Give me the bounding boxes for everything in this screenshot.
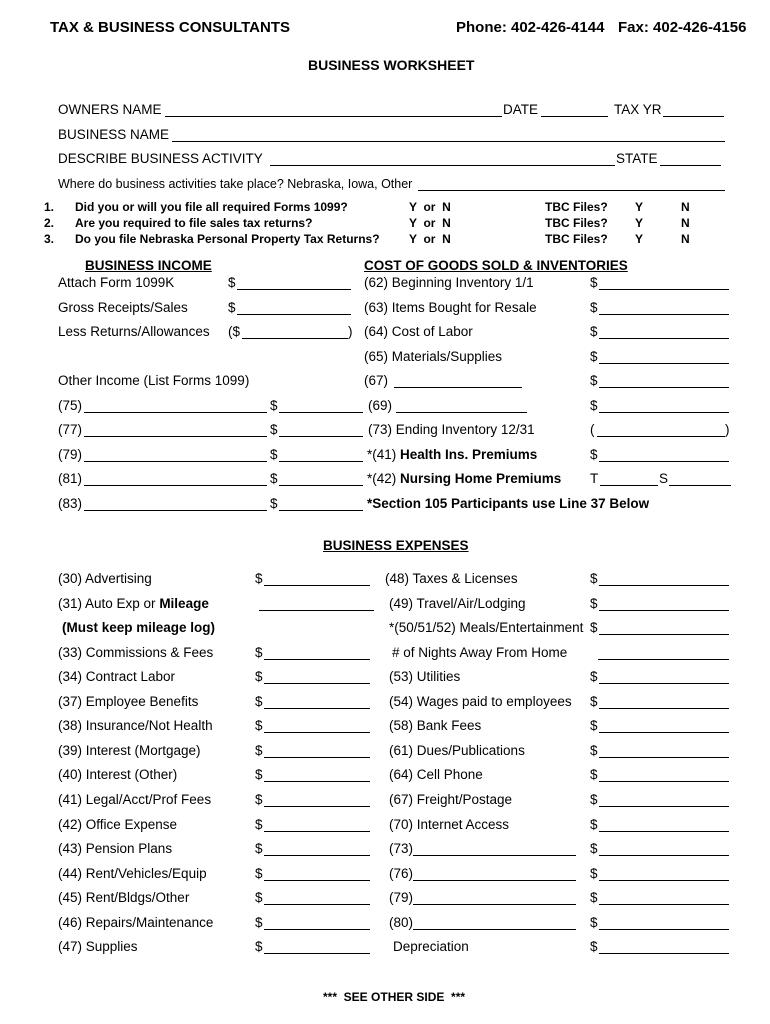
dollar-sign: $	[590, 693, 598, 709]
dollar-sign: $	[590, 939, 598, 955]
expense-amount-field[interactable]	[599, 817, 729, 832]
expense-amount-field[interactable]	[264, 890, 370, 905]
spouse-field[interactable]	[669, 471, 731, 486]
dollar-sign: $	[590, 398, 598, 413]
dollar-sign: $	[228, 300, 236, 315]
expense-label: (61) Dues/Publications	[389, 742, 525, 758]
dollar-sign: $	[590, 890, 598, 906]
gross-receipts-label: Gross Receipts/Sales	[58, 300, 188, 315]
dollar-sign: $	[590, 595, 598, 611]
question-text: Did you or will you file all required Forms 1099?	[75, 200, 348, 214]
close-paren: )	[348, 324, 353, 339]
nursing-home-bold: Nursing Home Premiums	[400, 471, 562, 486]
date-field[interactable]	[541, 102, 608, 117]
expense-amount-field[interactable]	[264, 817, 370, 832]
tbc-files-label: TBC Files?	[545, 200, 608, 214]
question-text: Are you required to file sales tax returns?	[75, 216, 313, 230]
taxpayer-field[interactable]	[600, 471, 658, 486]
beginning-inventory-field[interactable]	[599, 275, 729, 290]
line-83-label: (83)	[58, 496, 83, 511]
date-label: DATE	[503, 102, 539, 117]
cost-of-labor-label: (64) Cost of Labor	[364, 324, 473, 339]
materials-supplies-label: (65) Materials/Supplies	[364, 349, 503, 364]
state-label: STATE	[616, 151, 658, 166]
dollar-sign: $	[270, 422, 278, 437]
line-67-desc-field[interactable]	[394, 373, 522, 388]
question-text: Do you file Nebraska Personal Property Tax Returns?	[75, 232, 380, 246]
expense-label: (39) Interest (Mortgage)	[58, 742, 201, 758]
expense-amount-field[interactable]	[599, 694, 729, 709]
page-title: BUSINESS WORKSHEET	[308, 57, 475, 73]
materials-supplies-field[interactable]	[599, 349, 729, 364]
expense-amount-field[interactable]	[264, 915, 370, 930]
expense-label: (38) Insurance/Not Health	[58, 718, 213, 734]
expense-label: # of Nights Away From Home	[392, 644, 568, 660]
dollar-sign: $	[590, 571, 598, 586]
expense-amount-field[interactable]	[264, 645, 370, 660]
expense-label: (45) Rent/Bldgs/Other	[58, 890, 190, 906]
tbc-no[interactable]: N	[681, 216, 690, 230]
expense-label: (43) Pension Plans	[58, 841, 173, 857]
expense-label: (33) Commissions & Fees	[58, 644, 214, 660]
expense-amount-field[interactable]	[599, 915, 729, 930]
line-77-label: (77)	[58, 422, 83, 437]
other-income-label: Other Income (List Forms 1099)	[58, 373, 250, 388]
expense-amount-field[interactable]	[599, 939, 729, 954]
beginning-inventory-label: (62) Beginning Inventory 1/1	[364, 275, 534, 290]
line-77-desc-field[interactable]	[84, 422, 267, 437]
business-name-field[interactable]	[172, 127, 725, 142]
spouse-label: S	[659, 471, 669, 486]
owners-name-label: OWNERS NAME	[58, 102, 162, 117]
dollar-sign: $	[255, 718, 263, 734]
line-83-desc-field[interactable]	[84, 496, 267, 511]
open-paren: (	[590, 422, 595, 437]
activity-location-label: Where do business activities take place? Nebraska, Iowa, Other	[58, 177, 413, 191]
ending-inventory-field[interactable]	[597, 422, 725, 437]
dollar-sign: $	[255, 644, 263, 660]
tbc-yes[interactable]: Y	[635, 216, 644, 230]
fax-number: Fax: 402-426-4156	[618, 19, 747, 36]
dollar-sign: $	[255, 816, 263, 832]
line-67-field[interactable]	[599, 373, 729, 388]
line-83-field[interactable]	[279, 496, 363, 511]
see-other-side-footer: *** SEE OTHER SIDE ***	[323, 990, 466, 1004]
dollar-sign: $	[270, 471, 278, 486]
items-bought-label: (63) Items Bought for Resale	[364, 300, 537, 315]
nursing-home-label	[367, 471, 561, 487]
dollar-sign: $	[270, 496, 278, 511]
owners-name-field[interactable]	[165, 102, 502, 117]
expense-label: (47) Supplies	[58, 939, 138, 955]
nursing-home-prefix: *(42)	[367, 471, 401, 486]
dollar-sign: $	[255, 914, 263, 930]
expense-label: (37) Employee Benefits	[58, 693, 199, 709]
expense-label: (34) Contract Labor	[58, 669, 176, 685]
expense-amount-field[interactable]	[264, 767, 370, 782]
dollar-sign: $	[270, 398, 278, 413]
dollar-sign: $	[590, 349, 598, 364]
line-79-desc-field[interactable]	[84, 447, 267, 462]
line-79-label: (79)	[58, 447, 83, 462]
expense-desc-field[interactable]	[413, 915, 576, 930]
expense-amount-field[interactable]	[264, 866, 370, 881]
expense-amount-field[interactable]	[264, 792, 370, 807]
dollar-sign: $	[590, 718, 598, 734]
dollar-sign: $	[255, 669, 263, 685]
dollar-sign: $	[590, 914, 598, 930]
dollar-sign: $	[228, 275, 236, 290]
nights-away-field[interactable]	[598, 645, 729, 660]
tax-yr-label: TAX YR	[614, 102, 662, 117]
dollar-sign: $	[590, 841, 598, 857]
dollar-sign: $	[590, 373, 598, 388]
cost-of-labor-field[interactable]	[599, 324, 729, 339]
expense-label: (54) Wages paid to employees	[389, 693, 572, 709]
items-bought-field[interactable]	[599, 300, 729, 315]
line-75-desc-field[interactable]	[84, 398, 267, 413]
expense-label	[58, 596, 209, 612]
expense-label: (30) Advertising	[58, 571, 152, 586]
expense-amount-field[interactable]	[599, 767, 729, 782]
dollar-sign: $	[590, 816, 598, 832]
health-ins-prefix: *(41)	[367, 447, 401, 462]
expense-label: (44) Rent/Vehicles/Equip	[58, 865, 207, 881]
describe-activity-field[interactable]	[270, 151, 615, 166]
expense-amount-field[interactable]	[264, 694, 370, 709]
attach-1099k-label: Attach Form 1099K	[58, 275, 175, 290]
expense-amount-field[interactable]	[599, 669, 729, 684]
dollar-sign: $	[590, 767, 598, 783]
question-number: 1.	[44, 200, 55, 214]
expense-label: (46) Repairs/Maintenance	[58, 914, 214, 930]
dollar-sign: $	[255, 571, 263, 586]
dollar-sign: $	[590, 300, 598, 315]
gross-receipts-field[interactable]	[237, 300, 351, 315]
taxpayer-label: T	[590, 471, 599, 486]
open-paren-dollar: ($	[228, 324, 241, 339]
dollar-sign: $	[255, 767, 263, 783]
expense-amount-field[interactable]	[264, 743, 370, 758]
line-69-desc-field[interactable]	[396, 398, 527, 413]
expense-desc-field[interactable]	[413, 866, 576, 881]
expense-label: (41) Legal/Acct/Prof Fees	[58, 791, 212, 807]
line-69-label: (69)	[368, 398, 393, 413]
expense-amount-field[interactable]	[599, 792, 729, 807]
expense-amount-field[interactable]	[599, 866, 729, 881]
business-income-heading: BUSINESS INCOME	[85, 258, 212, 273]
tax-yr-field[interactable]	[663, 102, 724, 117]
expense-label: (67) Freight/Postage	[389, 791, 513, 807]
dollar-sign: $	[255, 890, 263, 906]
dollar-sign: $	[270, 447, 278, 462]
expense-label: (40) Interest (Other)	[58, 767, 178, 783]
question-number: 3.	[44, 232, 55, 246]
expense-label: (48) Taxes & Licenses	[385, 571, 518, 586]
expense-amount-field[interactable]	[599, 596, 729, 611]
dollar-sign: $	[255, 791, 263, 807]
mileage-label: Mileage	[159, 595, 209, 611]
dollar-sign: $	[590, 275, 598, 290]
expense-label: (49) Travel/Air/Lodging	[389, 595, 526, 611]
expense-amount-field[interactable]	[599, 743, 729, 758]
company-name: TAX & BUSINESS CONSULTANTS	[50, 19, 291, 36]
dollar-sign: $	[255, 939, 263, 955]
line-81-label: (81)	[58, 471, 83, 486]
ending-inventory-label: (73) Ending Inventory 12/31	[368, 422, 535, 437]
dollar-sign: $	[590, 447, 598, 462]
question-number: 2.	[44, 216, 55, 230]
dollar-sign: $	[590, 791, 598, 807]
expense-label: (70) Internet Access	[389, 816, 510, 832]
business-name-label: BUSINESS NAME	[58, 127, 170, 142]
dollar-sign: $	[590, 865, 598, 881]
line-75-field[interactable]	[279, 398, 363, 413]
less-returns-field[interactable]	[242, 324, 348, 339]
close-paren: )	[725, 422, 730, 437]
dollar-sign: $	[590, 742, 598, 758]
expense-label: *(50/51/52) Meals/Entertainment	[389, 620, 584, 636]
tbc-no[interactable]: N	[681, 200, 690, 214]
expense-desc-field[interactable]	[413, 841, 576, 856]
expense-amount-field[interactable]	[599, 571, 729, 586]
tbc-files-label: TBC Files?	[545, 232, 608, 246]
expense-desc-field[interactable]	[413, 890, 576, 905]
expense-amount-field[interactable]	[264, 939, 370, 954]
yes-no-choice[interactable]: Y or N	[409, 232, 451, 246]
less-returns-label: Less Returns/Allowances	[58, 324, 210, 339]
health-ins-bold: Health Ins. Premiums	[400, 447, 538, 462]
tbc-yes[interactable]: Y	[635, 200, 644, 214]
dollar-sign: $	[255, 865, 263, 881]
health-ins-label	[367, 447, 537, 463]
line-75-label: (75)	[58, 398, 83, 413]
tbc-files-label: TBC Files?	[545, 216, 608, 230]
yes-no-choice[interactable]: Y or N	[409, 216, 451, 230]
expense-label: (79)	[389, 890, 414, 906]
expense-amount-field[interactable]	[599, 841, 729, 856]
expense-label: (64) Cell Phone	[389, 767, 483, 783]
dollar-sign: $	[255, 742, 263, 758]
expense-amount-field[interactable]	[264, 718, 370, 733]
cogs-heading: COST OF GOODS SOLD & INVENTORIES	[364, 258, 628, 273]
line-81-desc-field[interactable]	[84, 471, 267, 486]
dollar-sign: $	[590, 669, 598, 685]
expense-amount-field[interactable]	[599, 718, 729, 733]
expense-amount-field[interactable]	[264, 669, 370, 684]
phone-number: Phone: 402-426-4144	[456, 19, 605, 36]
tbc-no[interactable]: N	[681, 232, 690, 246]
expense-label: (53) Utilities	[389, 669, 461, 685]
state-field[interactable]	[660, 151, 721, 166]
yes-no-choice[interactable]: Y or N	[409, 200, 451, 214]
line-69-field[interactable]	[599, 398, 729, 413]
section-105-note: *Section 105 Participants use Line 37 Below	[367, 496, 650, 511]
line-81-field[interactable]	[279, 471, 363, 486]
expense-label: (Must keep mileage log)	[62, 620, 216, 636]
expense-label-text: (31) Auto Exp or	[58, 595, 160, 611]
dollar-sign: $	[255, 693, 263, 709]
attach-1099k-field[interactable]	[237, 275, 351, 290]
dollar-sign: $	[590, 324, 598, 339]
expense-amount-field[interactable]	[599, 620, 729, 635]
expense-amount-field[interactable]	[264, 841, 370, 856]
line-77-field[interactable]	[279, 422, 363, 437]
expense-amount-field[interactable]	[599, 890, 729, 905]
health-ins-field[interactable]	[599, 447, 729, 462]
dollar-sign: $	[255, 841, 263, 857]
expense-amount-field[interactable]	[264, 571, 370, 586]
line-67-label: (67)	[364, 373, 389, 388]
expense-label: Depreciation	[393, 939, 469, 955]
activity-location-field[interactable]	[418, 176, 725, 191]
dollar-sign: $	[590, 620, 598, 636]
expense-label: (42) Office Expense	[58, 816, 178, 832]
business-expenses-heading: BUSINESS EXPENSES	[323, 538, 469, 553]
line-79-field[interactable]	[279, 447, 363, 462]
expense-label: (73)	[389, 841, 414, 857]
describe-activity-label: DESCRIBE BUSINESS ACTIVITY	[58, 151, 263, 166]
expense-amount-field[interactable]	[259, 596, 374, 611]
tbc-yes[interactable]: Y	[635, 232, 644, 246]
expense-label: (58) Bank Fees	[389, 718, 482, 734]
expense-label: (76)	[389, 865, 414, 881]
expense-label: (80)	[389, 914, 414, 930]
